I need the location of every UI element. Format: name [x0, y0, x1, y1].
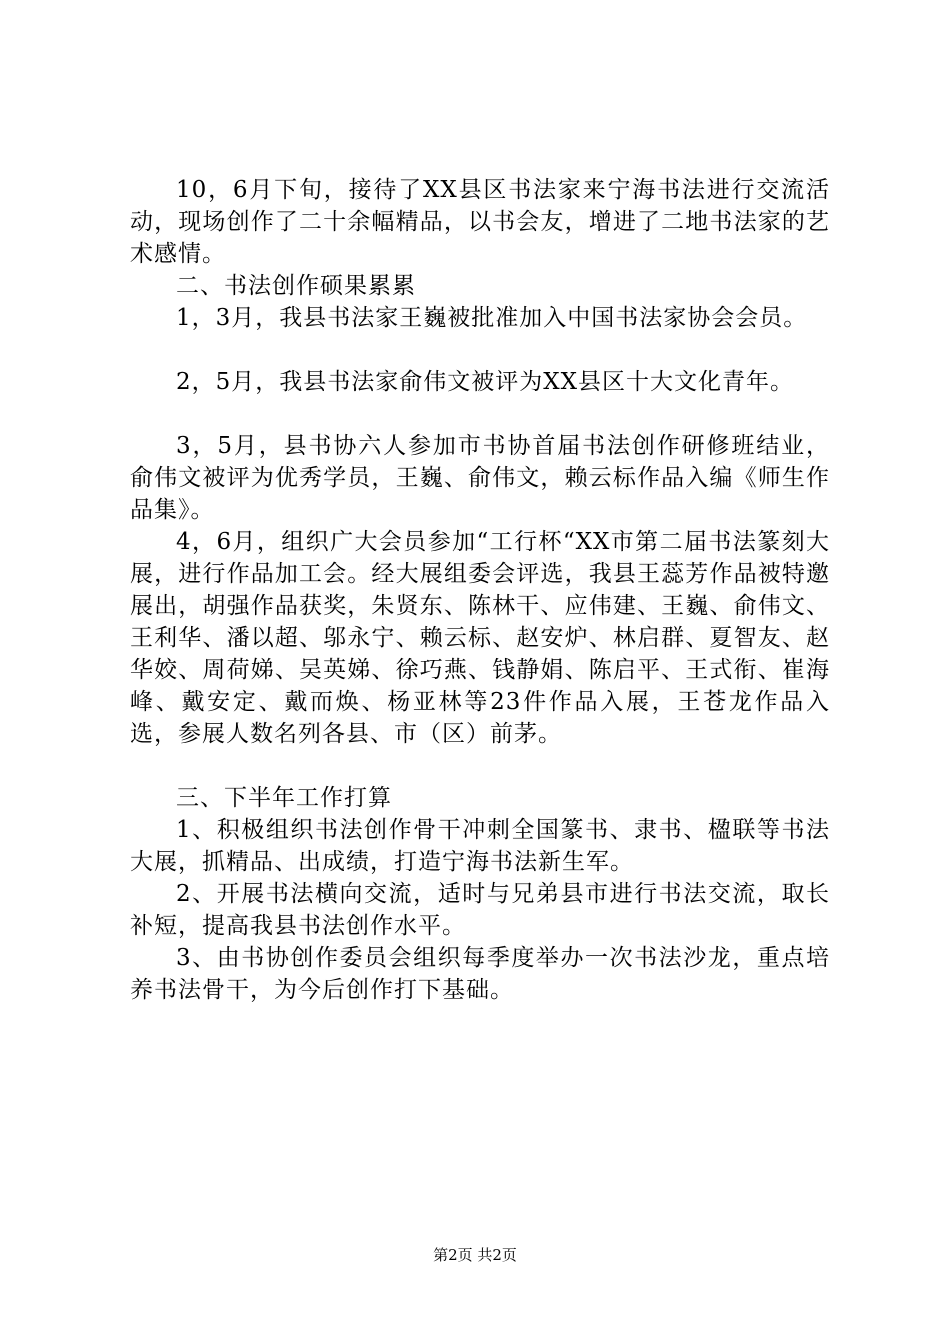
paragraph: 4，6月，组织广大会员参加“工行杯“XX市第二届书法篆刻大展，进行作品加工会。经大展组委会评选，我县王蕊芳作品被特邀展出，胡强作品获奖，朱贤东、陈林干、应伟建、王巍、俞伟文、王利华、潘以超、邬永宁、赖云标、赵安炉、林启群、夏智友、赵华姣、周荷娣、吴英娣、徐巧燕、钱静娟、陈启平、王式衔、崔海峰、戴安定、戴而焕、杨亚林等23件作品入展，王苍龙作品入选，参展人数名列各县、市（区）前茅。	[130, 529, 830, 747]
document-body	[130, 174, 830, 1006]
paragraph: 3，5月，县书协六人参加市书协首届书法创作研修班结业，俞伟文被评为优秀学员，王巍、俞伟文，赖云标作品入编《师生作品集》。	[130, 433, 830, 523]
paragraph: 1、积极组织书法创作骨干冲刺全国篆书、隶书、楹联等书法大展，抓精品、出成绩，打造宁海书法新生军。	[130, 817, 830, 875]
paragraph: 2、开展书法横向交流，适时与兄弟县市进行书法交流，取长补短，提高我县书法创作水平。	[130, 881, 830, 939]
paragraph: 10，6月下旬，接待了XX县区书法家来宁海书法进行交流活动，现场创作了二十余幅精品，以书会友，增进了二地书法家的艺术感情。	[130, 177, 830, 267]
paragraph-gap	[130, 334, 830, 366]
section-heading: 三、下半年工作打算	[176, 785, 392, 811]
paragraph-gap	[130, 398, 830, 430]
paragraph-gap	[130, 750, 830, 782]
section-heading: 二、书法创作硕果累累	[176, 273, 416, 299]
page-number-footer: 第2页 共2页	[433, 1246, 517, 1264]
paragraph: 1，3月，我县书法家王巍被批准加入中国书法家协会会员。	[176, 305, 808, 331]
paragraph: 3、由书协创作委员会组织每季度举办一次书法沙龙，重点培养书法骨干，为今后创作打下基础。	[130, 945, 830, 1003]
paragraph: 2，5月，我县书法家俞伟文被评为XX县区十大文化青年。	[176, 369, 795, 395]
